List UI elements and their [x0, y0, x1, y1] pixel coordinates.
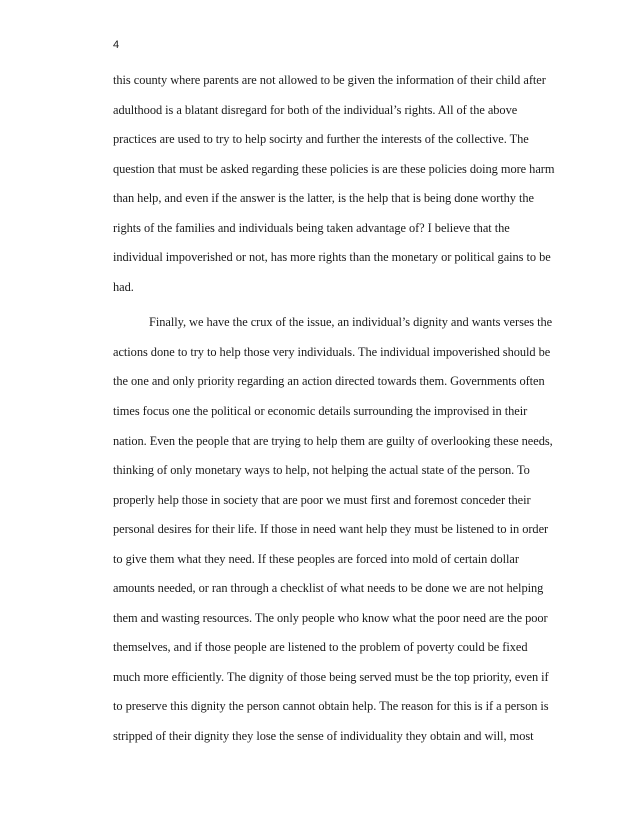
text-line: Finally, we have the crux of the issue, an individual’s dignity and wants verses the: [149, 315, 553, 330]
text-line: much more efficiently. The dignity of those being served must be the top priority, even if: [113, 669, 549, 684]
text-line: than help, and even if the answer is the latter, is the help that is being done worthy the: [113, 191, 534, 206]
text-line: thinking of only monetary ways to help, not helping the actual state of the person. To: [113, 463, 530, 478]
text-line: rights of the families and individuals being taken advantage of? I believe that the: [113, 220, 510, 235]
text-line: to preserve this dignity the person cannot obtain help. The reason for this is if a person is: [113, 699, 549, 714]
text-line: had.: [113, 279, 134, 294]
body-text: [113, 71, 573, 757]
text-line: question that must be asked regarding these policies is are these policies doing more harm: [113, 161, 555, 176]
text-line: to give them what they need. If these peoples are forced into mold of certain dollar: [113, 551, 519, 566]
text-line: the one and only priority regarding an action directed towards them. Governments often: [113, 374, 545, 389]
text-line: nation. Even the people that are trying to help them are guilty of overlooking these needs,: [113, 433, 553, 448]
text-line: adulthood is a blatant disregard for both of the individual’s rights. All of the above: [113, 102, 518, 117]
text-line: individual impoverished or not, has more rights than the monetary or political gains to be: [113, 250, 551, 265]
text-line: actions done to try to help those very individuals. The individual impoverished should be: [113, 344, 551, 359]
text-line: practices are used to try to help socirty and further the interests of the collective. The: [113, 132, 529, 147]
text-line: them and wasting resources. The only people who know what the poor need are the poor: [113, 610, 548, 625]
text-line: stripped of their dignity they lose the sense of individuality they obtain and will, most: [113, 729, 534, 744]
text-line: personal desires for their life. If those in need want help they must be listened to in order: [113, 522, 549, 537]
text-line: this county where parents are not allowed to be given the information of their child after: [113, 73, 546, 87]
paragraph: [113, 307, 573, 756]
text-line: times focus one the political or economic details surrounding the improvised in their: [113, 404, 528, 419]
paragraph: [113, 71, 573, 307]
text-line: amounts needed, or ran through a checklist of what needs to be done we are not helping: [113, 581, 544, 596]
text-line: properly help those in society that are poor we must first and foremost conceder their: [113, 492, 531, 507]
page-number: 4: [113, 39, 120, 51]
text-line: themselves, and if those people are listened to the problem of poverty could be fixed: [113, 640, 528, 655]
